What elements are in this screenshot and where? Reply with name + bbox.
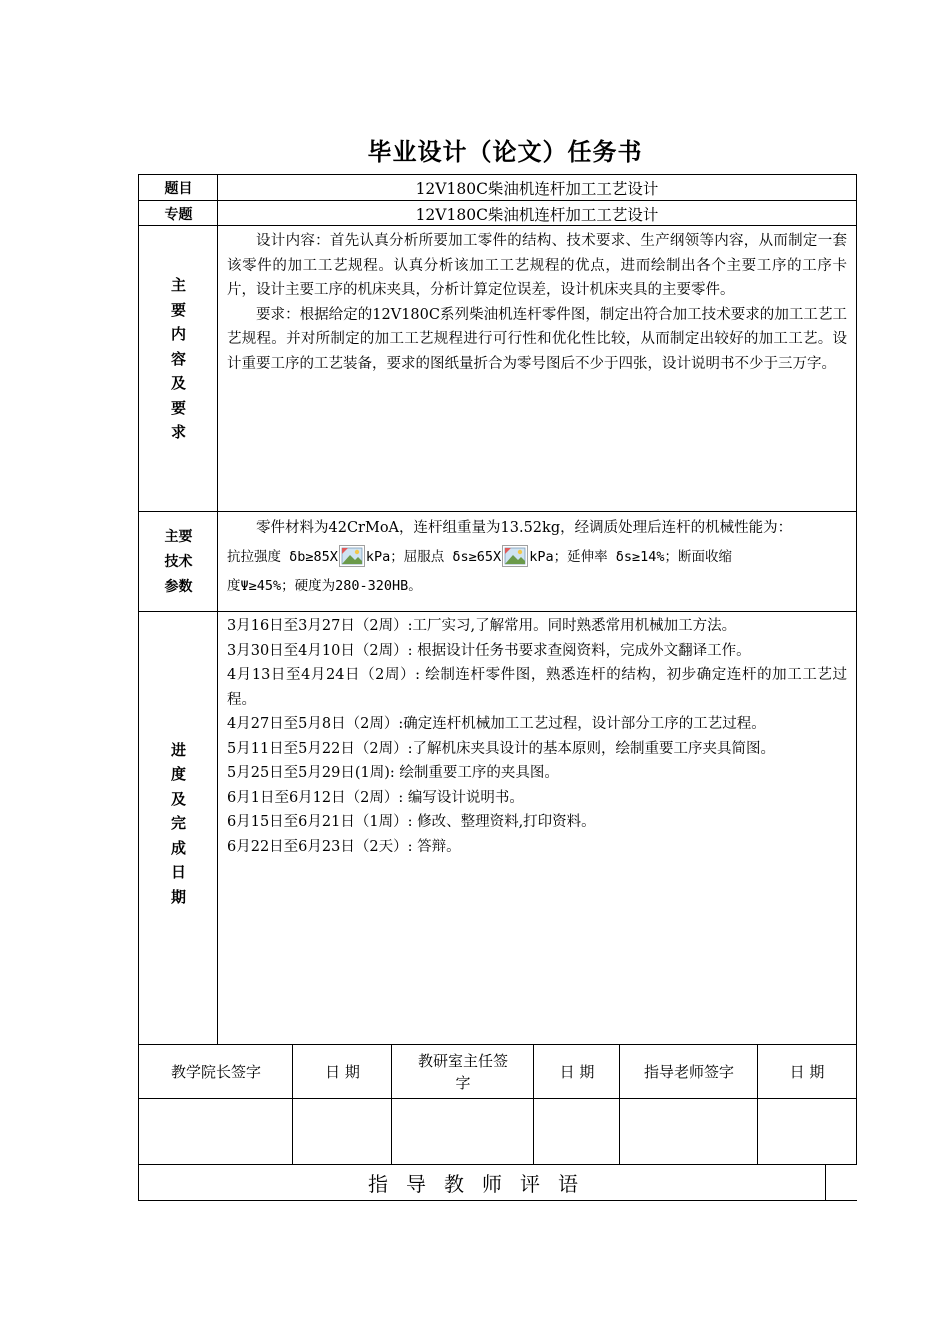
schedule-item: 4月13日至4月24日（2周）: 绘制连杆零件图，熟悉连杆的结构，初步确定连杆的加工工艺过程。 <box>227 667 847 708</box>
content-cell <box>217 225 857 512</box>
params-label-line: 参数 <box>164 578 193 595</box>
schedule-item: 3月30日至4月10日（2周）: 根据设计任务书要求查阅资料，完成外文翻译工作。 <box>227 642 751 659</box>
schedule-label-char: 进 <box>170 740 186 759</box>
date-field-2[interactable] <box>533 1098 620 1165</box>
schedule-label-char: 度 <box>170 765 186 784</box>
schedule-item: 6月1日至6月12日（2周）: 编写设计说明书。 <box>227 789 524 806</box>
params-label <box>138 511 218 612</box>
params-tensile-text: 抗拉强度 δb≥85X <box>227 549 338 565</box>
special-value: 12V180C柴油机连杆加工工艺设计 <box>217 200 857 226</box>
schedule-item: 4月27日至5月8日（2周）:确定连杆机械加工工艺过程，设计部分工序的工艺过程。 <box>227 716 766 732</box>
schedule-cell <box>217 611 857 1045</box>
date-field-1[interactable] <box>292 1098 392 1165</box>
content-label-char: 要 <box>170 398 186 417</box>
params-line-hardness: 度Ψ≥45%；硬度为280-320HB。 <box>227 578 422 594</box>
schedule-item: 5月11日至5月22日（2周）:了解机床夹具设计的基本原则，绘制重要工序夹具简图。 <box>227 740 775 757</box>
content-label-char: 求 <box>170 423 186 442</box>
broken-image-icon <box>339 545 365 567</box>
content-label-char: 容 <box>170 349 186 368</box>
params-line-strength <box>227 541 847 573</box>
advisor-comments-title: 指导教师评语 <box>138 1164 826 1201</box>
director-signature-field[interactable] <box>391 1098 534 1165</box>
params-label-line: 技术 <box>164 553 193 570</box>
schedule-label-char: 完 <box>170 814 186 833</box>
schedule-item: 3月16日至3月27日（2周）:工厂实习,了解常用。同时熟悉常用机械加工方法。 <box>227 618 737 634</box>
schedule-label <box>138 611 218 1045</box>
schedule-label-char: 日 <box>170 863 186 882</box>
advisor-signature-field[interactable] <box>619 1098 758 1165</box>
advisor-signature-label: 指导老师签字 <box>619 1044 758 1099</box>
content-paragraph-requirements: 要求：根据给定的12V180C系列柴油机连杆零件图，制定出符合加工技术要求的加工工艺工艺规程。并对所制定的加工工艺规程进行可行性和优化性比较，从而制定出较好的加工工艺。设计重要工序的工艺装备，要求的图纸量折合为零号图后不少于四张，设计说明书不少于三万字。 <box>227 306 847 372</box>
content-label-char: 及 <box>170 374 186 393</box>
director-signature-label: 教研室主任签字 <box>391 1044 534 1099</box>
date-field-3[interactable] <box>757 1098 857 1165</box>
params-elongation-text: kPa；延伸率 δs≥14%；断面收缩 <box>529 549 732 565</box>
date-label-1: 日 期 <box>292 1044 392 1099</box>
comments-side-cell <box>825 1164 857 1201</box>
schedule-item: 6月22日至6月23日（2天）: 答辩。 <box>227 838 461 855</box>
content-label-char: 要 <box>170 300 186 319</box>
special-label: 专题 <box>138 200 218 226</box>
broken-image-icon <box>502 545 528 567</box>
schedule-label-char: 及 <box>170 789 186 808</box>
params-label-line: 主要 <box>164 528 193 545</box>
params-line-material: 零件材料为42CrMoA，连杆组重量为13.52kg，经调质处理后连杆的机械性能为： <box>256 520 793 536</box>
content-label-char: 主 <box>170 276 186 295</box>
schedule-label-char: 期 <box>170 887 186 906</box>
schedule-item: 6月15日至6月21日（1周）: 修改、整理资料,打印资料。 <box>227 814 596 830</box>
schedule-label-char: 成 <box>170 838 186 857</box>
params-yield-text: kPa；屈服点 δs≥65X <box>365 549 502 565</box>
topic-label: 题目 <box>138 174 218 201</box>
topic-value: 12V180C柴油机连杆加工工艺设计 <box>217 174 857 201</box>
date-label-3: 日 期 <box>757 1044 857 1099</box>
content-label <box>138 225 218 512</box>
schedule-item: 5月25日至5月29日(1周): 绘制重要工序的夹具图。 <box>227 765 559 781</box>
params-cell <box>217 511 857 612</box>
date-label-2: 日 期 <box>533 1044 620 1099</box>
content-paragraph-design: 设计内容：首先认真分析所要加工零件的结构、技术要求、生产纲领等内容，从而制定一套该零件的加工工艺规程。认真分析该加工工艺规程的优点，进而绘制出各个主要工序的工序卡片，设计主要工序的机床夹具，分析计算定位误差，设计机床夹具的主要零件。 <box>227 233 847 298</box>
document-title: 毕业设计（论文）任务书 <box>367 138 643 166</box>
dean-signature-label: 教学院长签字 <box>138 1044 293 1099</box>
dean-signature-field[interactable] <box>138 1098 293 1165</box>
content-label-char: 内 <box>170 325 186 344</box>
